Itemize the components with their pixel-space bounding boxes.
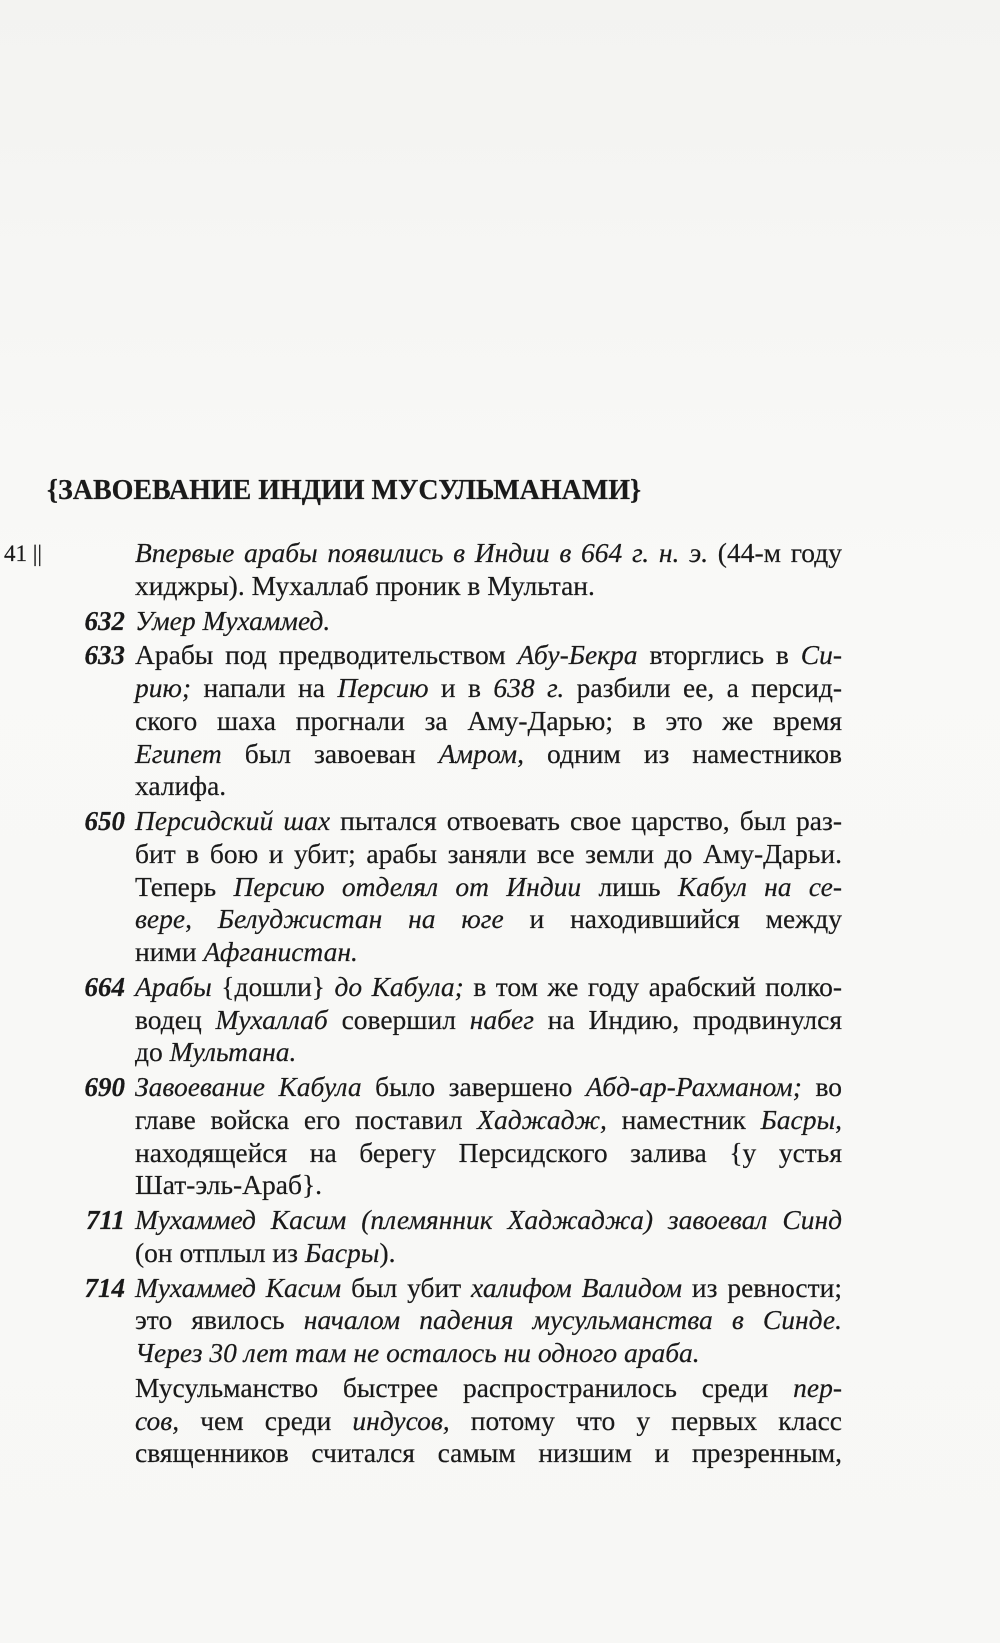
emphasized-text: 638 г.	[493, 672, 565, 703]
emphasized-text: Мухаллаб	[215, 1003, 328, 1035]
emphasized-text: до Кабула;	[334, 970, 464, 1002]
text-run: Теперь	[135, 870, 234, 902]
text-line	[135, 537, 842, 570]
text-line	[135, 838, 842, 871]
emphasized-text: халифом Валидом	[471, 1271, 683, 1303]
text-line	[135, 1104, 842, 1137]
text-run: и находившийся между	[503, 903, 842, 935]
text-paragraph	[135, 537, 842, 603]
chronology-entry-690	[84, 1071, 842, 1202]
chronology-entry-664	[84, 970, 842, 1069]
text-line	[135, 1071, 842, 1104]
emphasized-text: Впервые арабы появились в Индии в 664 г. н. э.	[135, 537, 709, 568]
text-run: Шат-эль-Араб}.	[135, 1169, 323, 1201]
chronology-entry-632	[84, 604, 842, 638]
chronology-entry-711	[85, 1204, 842, 1270]
chronology-entry-633	[84, 639, 843, 803]
emphasized-text: Персию отделял от Индии	[233, 870, 582, 902]
emphasized-text: Абу-Бекра	[517, 639, 638, 671]
text-line	[135, 672, 842, 705]
text-run: (44-м году	[708, 537, 842, 568]
emphasized-text: Египет	[135, 737, 222, 769]
emphasized-text: Мультана.	[169, 1036, 297, 1068]
emphasized-text: Кабул на се-	[677, 870, 842, 902]
text-run: из ревности;	[682, 1271, 842, 1303]
emphasized-text: рию;	[135, 672, 192, 703]
entry-year: 650	[84, 806, 125, 836]
text-line	[135, 639, 842, 672]
text-run: наместник	[606, 1103, 761, 1135]
text-run: одним из наместников	[523, 737, 842, 769]
text-run: до	[135, 1036, 170, 1068]
emphasized-text: Умер Мухаммед.	[135, 604, 331, 636]
text-run: было завершено	[361, 1071, 586, 1102]
text-run: главе войска его поставил	[135, 1103, 478, 1135]
text-run: ).	[379, 1236, 396, 1268]
text-line	[135, 903, 842, 936]
emphasized-text: Персидский шах	[135, 805, 331, 836]
text-run: в том же году арабский полко-	[463, 970, 842, 1002]
emphasized-text: Мухаммед Касим (племянник Хаджаджа) завоевал Синд	[135, 1204, 842, 1235]
text-run: (он отплыл из	[135, 1236, 305, 1268]
emphasized-text: Си-	[800, 639, 843, 671]
text-line	[135, 1337, 842, 1370]
text-run: потому что у первых класс	[449, 1404, 842, 1436]
emphasized-text: Мухаммед Касим	[135, 1271, 342, 1303]
text-run: священников считался самым низшим и презренным,	[135, 1437, 842, 1469]
text-run: вторглись в	[637, 639, 801, 671]
chronology-text	[84, 537, 843, 1470]
text-run: совершил	[327, 1003, 470, 1035]
text-run: чем среди	[179, 1404, 353, 1436]
text-line	[135, 738, 842, 771]
emphasized-text: сов,	[135, 1404, 180, 1436]
text-run: бит в бою и убит; арабы заняли все земли до Аму-Дарьи.	[135, 837, 842, 869]
text-line	[135, 605, 842, 638]
text-line	[135, 871, 842, 904]
emphasized-text: Басры,	[760, 1103, 842, 1135]
emphasized-text: Афганистан.	[203, 936, 358, 967]
text-line	[135, 705, 842, 738]
text-run: халифа.	[135, 770, 227, 802]
text-line	[135, 1137, 842, 1170]
text-run: ними	[135, 936, 204, 967]
text-line	[135, 1405, 842, 1438]
text-line	[135, 936, 842, 969]
emphasized-text: индусов,	[352, 1404, 450, 1436]
text-line	[135, 1372, 842, 1405]
text-run: Мусульманство быстрее распространилось среди	[135, 1371, 794, 1403]
text-line	[135, 1237, 842, 1270]
text-run: это явилось	[135, 1304, 304, 1336]
entry-year: 711	[85, 1205, 125, 1235]
text-run: {дошли}	[211, 970, 335, 1002]
text-run: водец	[135, 1003, 216, 1035]
emphasized-text: Хаджадж,	[477, 1103, 607, 1135]
text-run: на Индию, продвинулся	[533, 1003, 842, 1035]
emphasized-text: Арабы	[135, 970, 212, 1002]
text-line	[135, 805, 842, 838]
text-run: был убит	[341, 1271, 472, 1303]
emphasized-text: Абд-ар-Рахманом;	[585, 1071, 802, 1102]
emphasized-text: Амром,	[438, 737, 524, 769]
emphasized-text: началом падения мусульманства в Синде.	[303, 1304, 842, 1336]
emphasized-text: вере, Белуджистан на юге	[135, 903, 504, 935]
text-line	[135, 1169, 842, 1202]
text-run: Арабы под предводительством	[135, 639, 518, 671]
entry-year: 690	[84, 1072, 125, 1102]
emphasized-text: Персию	[337, 672, 429, 703]
text-run: во	[801, 1071, 842, 1102]
emphasized-text: пер-	[793, 1371, 842, 1403]
text-line	[135, 770, 842, 803]
text-run: напали на	[191, 672, 338, 703]
text-line	[135, 570, 842, 603]
entry-year: 632	[84, 605, 125, 636]
emphasized-text: Басры	[304, 1236, 380, 1268]
entry-year: 633	[84, 640, 125, 671]
text-line	[135, 971, 842, 1004]
text-run: и в	[428, 672, 494, 703]
entry-year: 714	[84, 1272, 125, 1303]
text-run: был завоеван	[221, 737, 439, 769]
manuscript-page-marker: 41 ||	[4, 541, 42, 566]
text-line	[135, 1204, 842, 1237]
emphasized-text: набег	[469, 1003, 534, 1035]
text-line	[135, 1304, 842, 1337]
text-line	[135, 1437, 842, 1470]
text-line	[135, 1004, 842, 1037]
text-paragraph	[135, 1372, 842, 1470]
text-run: ского шаха прогнали за Аму-Дарью; в это же время	[135, 704, 842, 736]
text-run: лишь	[581, 870, 678, 902]
text-line	[135, 1036, 842, 1069]
text-run: разбили ее, а персид-	[564, 672, 842, 703]
text-run: пытался отвоевать свое царство, был раз-	[330, 805, 842, 836]
entry-year: 664	[84, 971, 125, 1002]
text-line	[135, 1272, 842, 1305]
chronology-entry-650	[84, 805, 842, 969]
chronology-entry-714	[84, 1271, 842, 1370]
text-run: хиджры). Мухаллаб проник в Мультан.	[135, 569, 595, 601]
text-run: находящейся на берегу Персидского залива {у устья	[135, 1136, 842, 1168]
chapter-heading: {ЗАВОЕВАНИЕ ИНДИИ МУСУЛЬМАНАМИ}	[47, 475, 641, 506]
emphasized-text: Завоевание Кабула	[135, 1071, 362, 1102]
emphasized-text: Через 30 лет там не осталось ни одного араба.	[135, 1337, 700, 1368]
